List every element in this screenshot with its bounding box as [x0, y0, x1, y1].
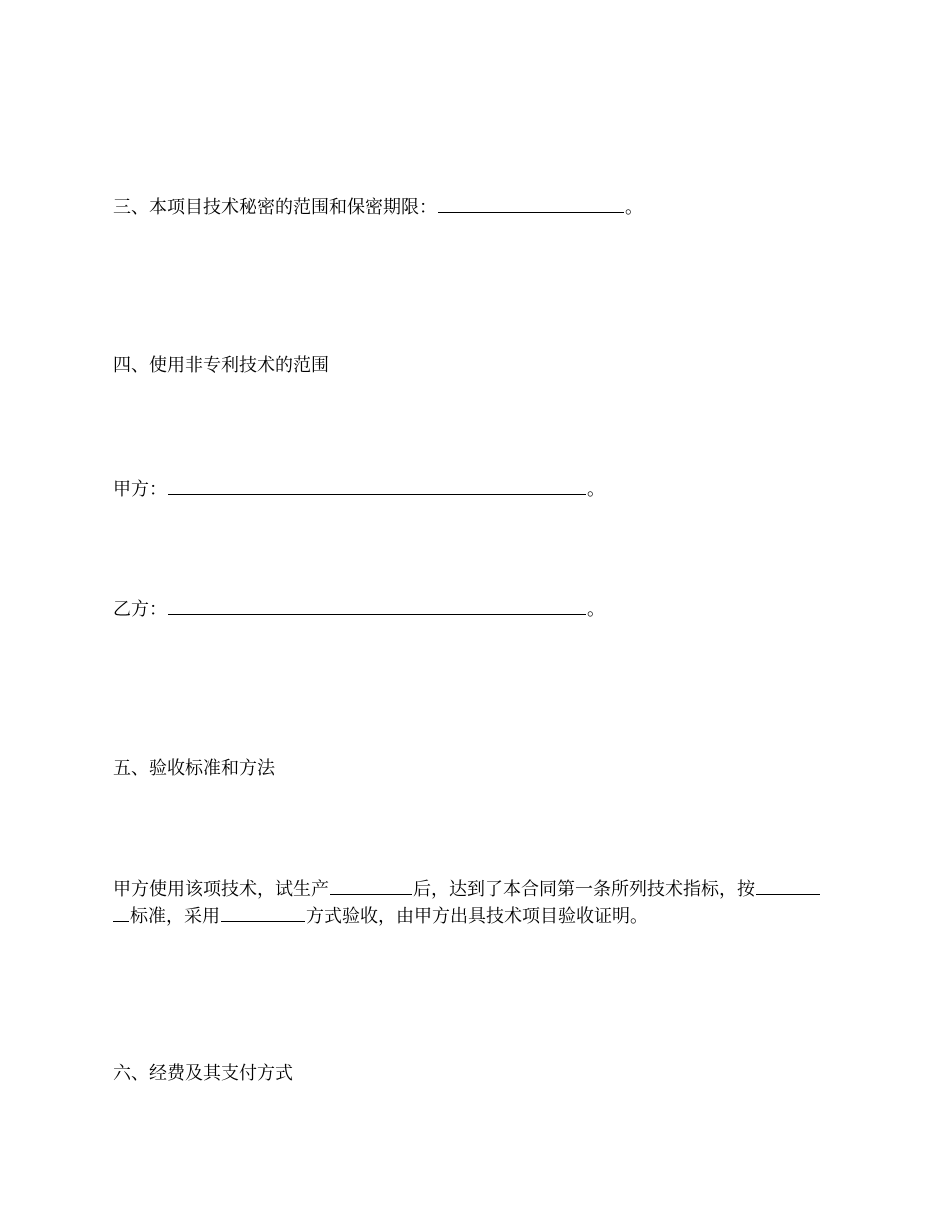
confidentiality-blank[interactable]: [438, 194, 624, 213]
section-3-end: 。: [625, 197, 643, 218]
acceptance-method-blank[interactable]: [221, 903, 305, 922]
party-a-end: 。: [587, 479, 605, 500]
section-5-paragraph: [113, 876, 841, 930]
section-3-text: 三、本项目技术秘密的范围和保密期限：: [113, 197, 437, 218]
standard-blank-part2[interactable]: [113, 903, 129, 922]
paragraph-text-2: 后，达到了本合同第一条所列技术指标，按: [413, 879, 755, 900]
party-a-blank[interactable]: [168, 476, 586, 495]
section-5-title: 五、验收标准和方法: [113, 758, 275, 779]
section-4-heading: [113, 353, 329, 379]
party-a-line: [113, 476, 605, 503]
paragraph-text-1: 甲方使用该项技术，试生产: [113, 879, 329, 900]
section-6-title: 六、经费及其支付方式: [113, 1063, 293, 1084]
trial-production-blank[interactable]: [330, 876, 412, 895]
section-6-heading: [113, 1061, 293, 1087]
party-b-line: [113, 596, 605, 623]
paragraph-text-3: 标准，采用: [130, 906, 220, 927]
party-a-label: 甲方：: [113, 479, 167, 500]
party-b-end: 。: [587, 599, 605, 620]
paragraph-row-1: [113, 876, 841, 903]
section-3-line: [113, 194, 643, 221]
party-b-blank[interactable]: [168, 596, 586, 615]
section-5-heading: [113, 756, 275, 782]
standard-blank-part1[interactable]: [756, 876, 820, 895]
party-b-label: 乙方：: [113, 599, 167, 620]
paragraph-row-2: [113, 903, 841, 930]
paragraph-text-4: 方式验收，由甲方出具技术项目验收证明。: [306, 906, 648, 927]
section-4-title: 四、使用非专利技术的范围: [113, 355, 329, 376]
